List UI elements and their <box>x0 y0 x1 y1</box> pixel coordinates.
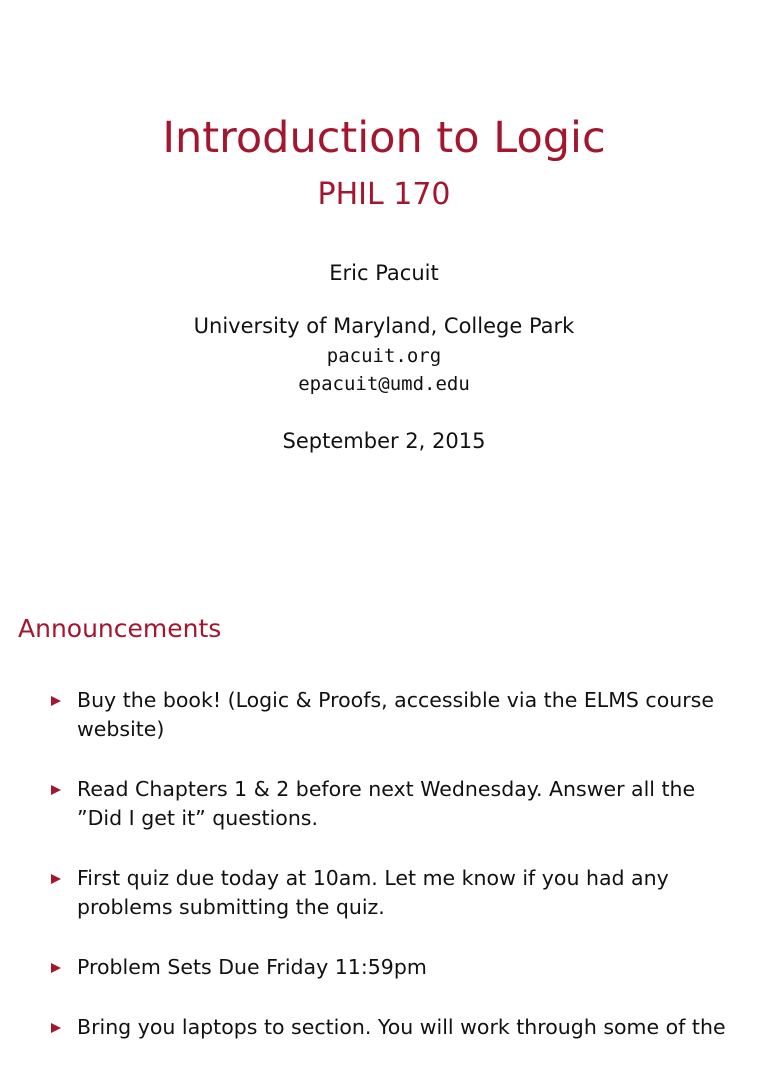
list-item <box>0 686 768 744</box>
list-item-text: Buy the book! (Logic & Proofs, accessible via the ELMS course website) <box>77 688 714 741</box>
triangle-right-icon <box>51 1023 61 1033</box>
website-link[interactable]: pacuit.org <box>326 345 442 367</box>
slide-title: Introduction to Logic <box>162 113 606 163</box>
institution: University of Maryland, College Park <box>193 314 575 338</box>
presentation-date: September 2, 2015 <box>282 429 486 453</box>
triangle-right-icon <box>51 785 61 795</box>
triangle-right-icon <box>51 874 61 884</box>
email-link[interactable]: epacuit@umd.edu <box>298 373 470 395</box>
list-item-text: Problem Sets Due Friday 11:59pm <box>77 955 427 979</box>
triangle-right-icon <box>51 696 61 706</box>
list-item <box>0 953 768 982</box>
list-item <box>0 1013 768 1042</box>
list-item <box>0 775 768 833</box>
list-item-text: Bring you laptops to section. You will work through some of the <box>77 1015 726 1039</box>
list-item-text: Read Chapters 1 & 2 before next Wednesday. Answer all the ”Did I get it” questions. <box>77 777 696 830</box>
announcement-list <box>0 686 768 1073</box>
course-code: PHIL 170 <box>317 177 451 212</box>
list-item-text: First quiz due today at 10am. Let me know if you had any problems submitting the quiz. <box>77 866 669 919</box>
triangle-right-icon <box>51 963 61 973</box>
author-name: Eric Pacuit <box>329 261 439 285</box>
announcements-heading: Announcements <box>18 614 222 643</box>
list-item <box>0 864 768 922</box>
